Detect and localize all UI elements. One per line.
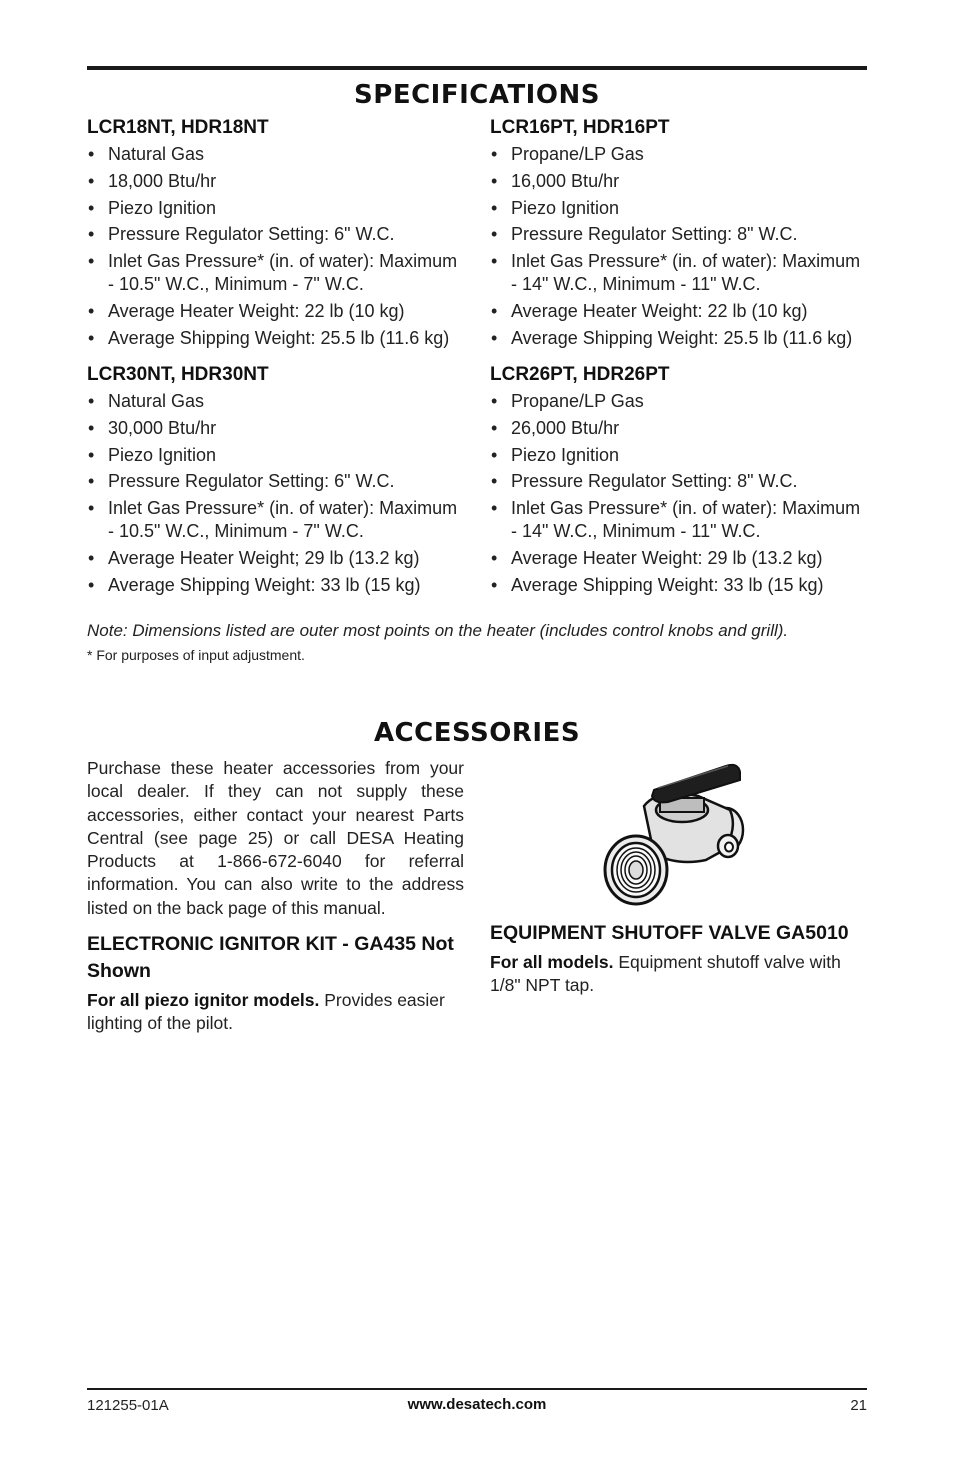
accessories-left-column xyxy=(87,757,464,1035)
spec-item: • Average Heater Weight: 22 lb (10 kg) xyxy=(87,300,467,323)
dimensions-note: Note: Dimensions listed are outer most points on the heater (includes control knobs and grill). xyxy=(87,621,789,640)
spec-item: • Pressure Regulator Setting: 6" W.C. xyxy=(87,223,467,246)
shutoff-valve-entry xyxy=(490,920,870,997)
document-number: 121255-01A xyxy=(87,1397,169,1414)
spec-item: • Propane/LP Gas xyxy=(490,143,870,166)
spec-list xyxy=(490,143,870,350)
spec-item: • 30,000 Btu/hr xyxy=(87,417,467,440)
spec-block-30nt xyxy=(87,364,467,601)
spec-item: • Average Shipping Weight: 33 lb (15 kg) xyxy=(490,574,870,597)
spec-item: • 16,000 Btu/hr xyxy=(490,170,870,193)
spec-item: • Average Heater Weight: 29 lb (13.2 kg) xyxy=(490,547,870,570)
ignitor-kit-heading: ELECTRONIC IGNITOR KIT - GA435 Not Shown xyxy=(87,933,454,983)
spec-item: • Pressure Regulator Setting: 8" W.C. xyxy=(490,470,870,493)
accessories-intro: Purchase these heater accessories from your local dealer. If they can not supply these accessories, either contact your nearest Parts Central (see page 25) or call DESA Heating Products at 1-866-672-6040 for referral information. You can also write to the address listed on the back page of this manual. xyxy=(87,758,464,918)
spec-item: • Pressure Regulator Setting: 6" W.C. xyxy=(87,470,467,493)
spec-item: • Inlet Gas Pressure* (in. of water): Maximum - 14" W.C., Minimum - 11" W.C. xyxy=(490,250,870,296)
spec-list xyxy=(87,143,467,350)
spec-item: • Piezo Ignition xyxy=(87,444,467,467)
spec-item: • Natural Gas xyxy=(87,390,467,413)
ignitor-kit-lead: For all piezo ignitor models. xyxy=(87,990,320,1011)
model-heading: LCR18NT, HDR18NT xyxy=(87,117,269,138)
spec-item: • Average Shipping Weight: 25.5 lb (11.6 kg) xyxy=(87,327,467,350)
shutoff-valve-text: Equipment shutoff valve with 1/8" NPT tap. xyxy=(490,952,841,995)
accessories-title: ACCESSORIES xyxy=(373,718,581,748)
spec-list xyxy=(490,390,870,597)
spec-item: • Average Heater Weight: 22 lb (10 kg) xyxy=(490,300,870,323)
specifications-title: SPECIFICATIONS xyxy=(354,80,600,110)
spec-block-16pt xyxy=(490,117,870,354)
ignitor-kit-entry xyxy=(87,931,464,1035)
spec-item: • 18,000 Btu/hr xyxy=(87,170,467,193)
ignitor-kit-description xyxy=(87,989,464,1035)
ignitor-kit-text: Provides easier lighting of the pilot. xyxy=(87,990,445,1034)
spec-item: • Piezo Ignition xyxy=(87,197,467,220)
footer-rule xyxy=(87,1388,867,1390)
shutoff-valve-heading: EQUIPMENT SHUTOFF VALVE GA5010 xyxy=(490,922,849,944)
top-rule xyxy=(87,66,867,70)
model-heading: LCR26PT, HDR26PT xyxy=(490,364,670,385)
spec-block-18nt xyxy=(87,117,467,354)
spec-item: • Inlet Gas Pressure* (in. of water): Maximum - 14" W.C., Minimum - 11" W.C. xyxy=(490,497,870,543)
spec-block-26pt xyxy=(490,364,870,601)
page-number: 21 xyxy=(850,1397,867,1414)
spec-item: • Piezo Ignition xyxy=(490,444,870,467)
shutoff-valve-illustration xyxy=(598,758,758,908)
spec-item: • Natural Gas xyxy=(87,143,467,166)
spec-item: • Average Heater Weight; 29 lb (13.2 kg) xyxy=(87,547,467,570)
spec-item: • Pressure Regulator Setting: 8" W.C. xyxy=(490,223,870,246)
spec-list xyxy=(87,390,467,597)
spec-item: • Inlet Gas Pressure* (in. of water): Maximum - 10.5" W.C., Minimum - 7" W.C. xyxy=(87,497,467,543)
spec-item: • 26,000 Btu/hr xyxy=(490,417,870,440)
spec-item: • Propane/LP Gas xyxy=(490,390,870,413)
spec-item: • Average Shipping Weight: 33 lb (15 kg) xyxy=(87,574,467,597)
input-adjustment-footnote: * For purposes of input adjustment. xyxy=(87,647,305,663)
spec-item: • Average Shipping Weight: 25.5 lb (11.6 kg) xyxy=(490,327,870,350)
shutoff-valve-lead: For all models. xyxy=(490,952,614,972)
spec-item: • Piezo Ignition xyxy=(490,197,870,220)
spec-item: • Inlet Gas Pressure* (in. of water): Maximum - 10.5" W.C., Minimum - 7" W.C. xyxy=(87,250,467,296)
model-heading: LCR16PT, HDR16PT xyxy=(490,117,670,138)
shutoff-valve-description xyxy=(490,951,870,997)
website-link[interactable]: www.desatech.com xyxy=(407,1396,547,1413)
model-heading: LCR30NT, HDR30NT xyxy=(87,364,269,385)
